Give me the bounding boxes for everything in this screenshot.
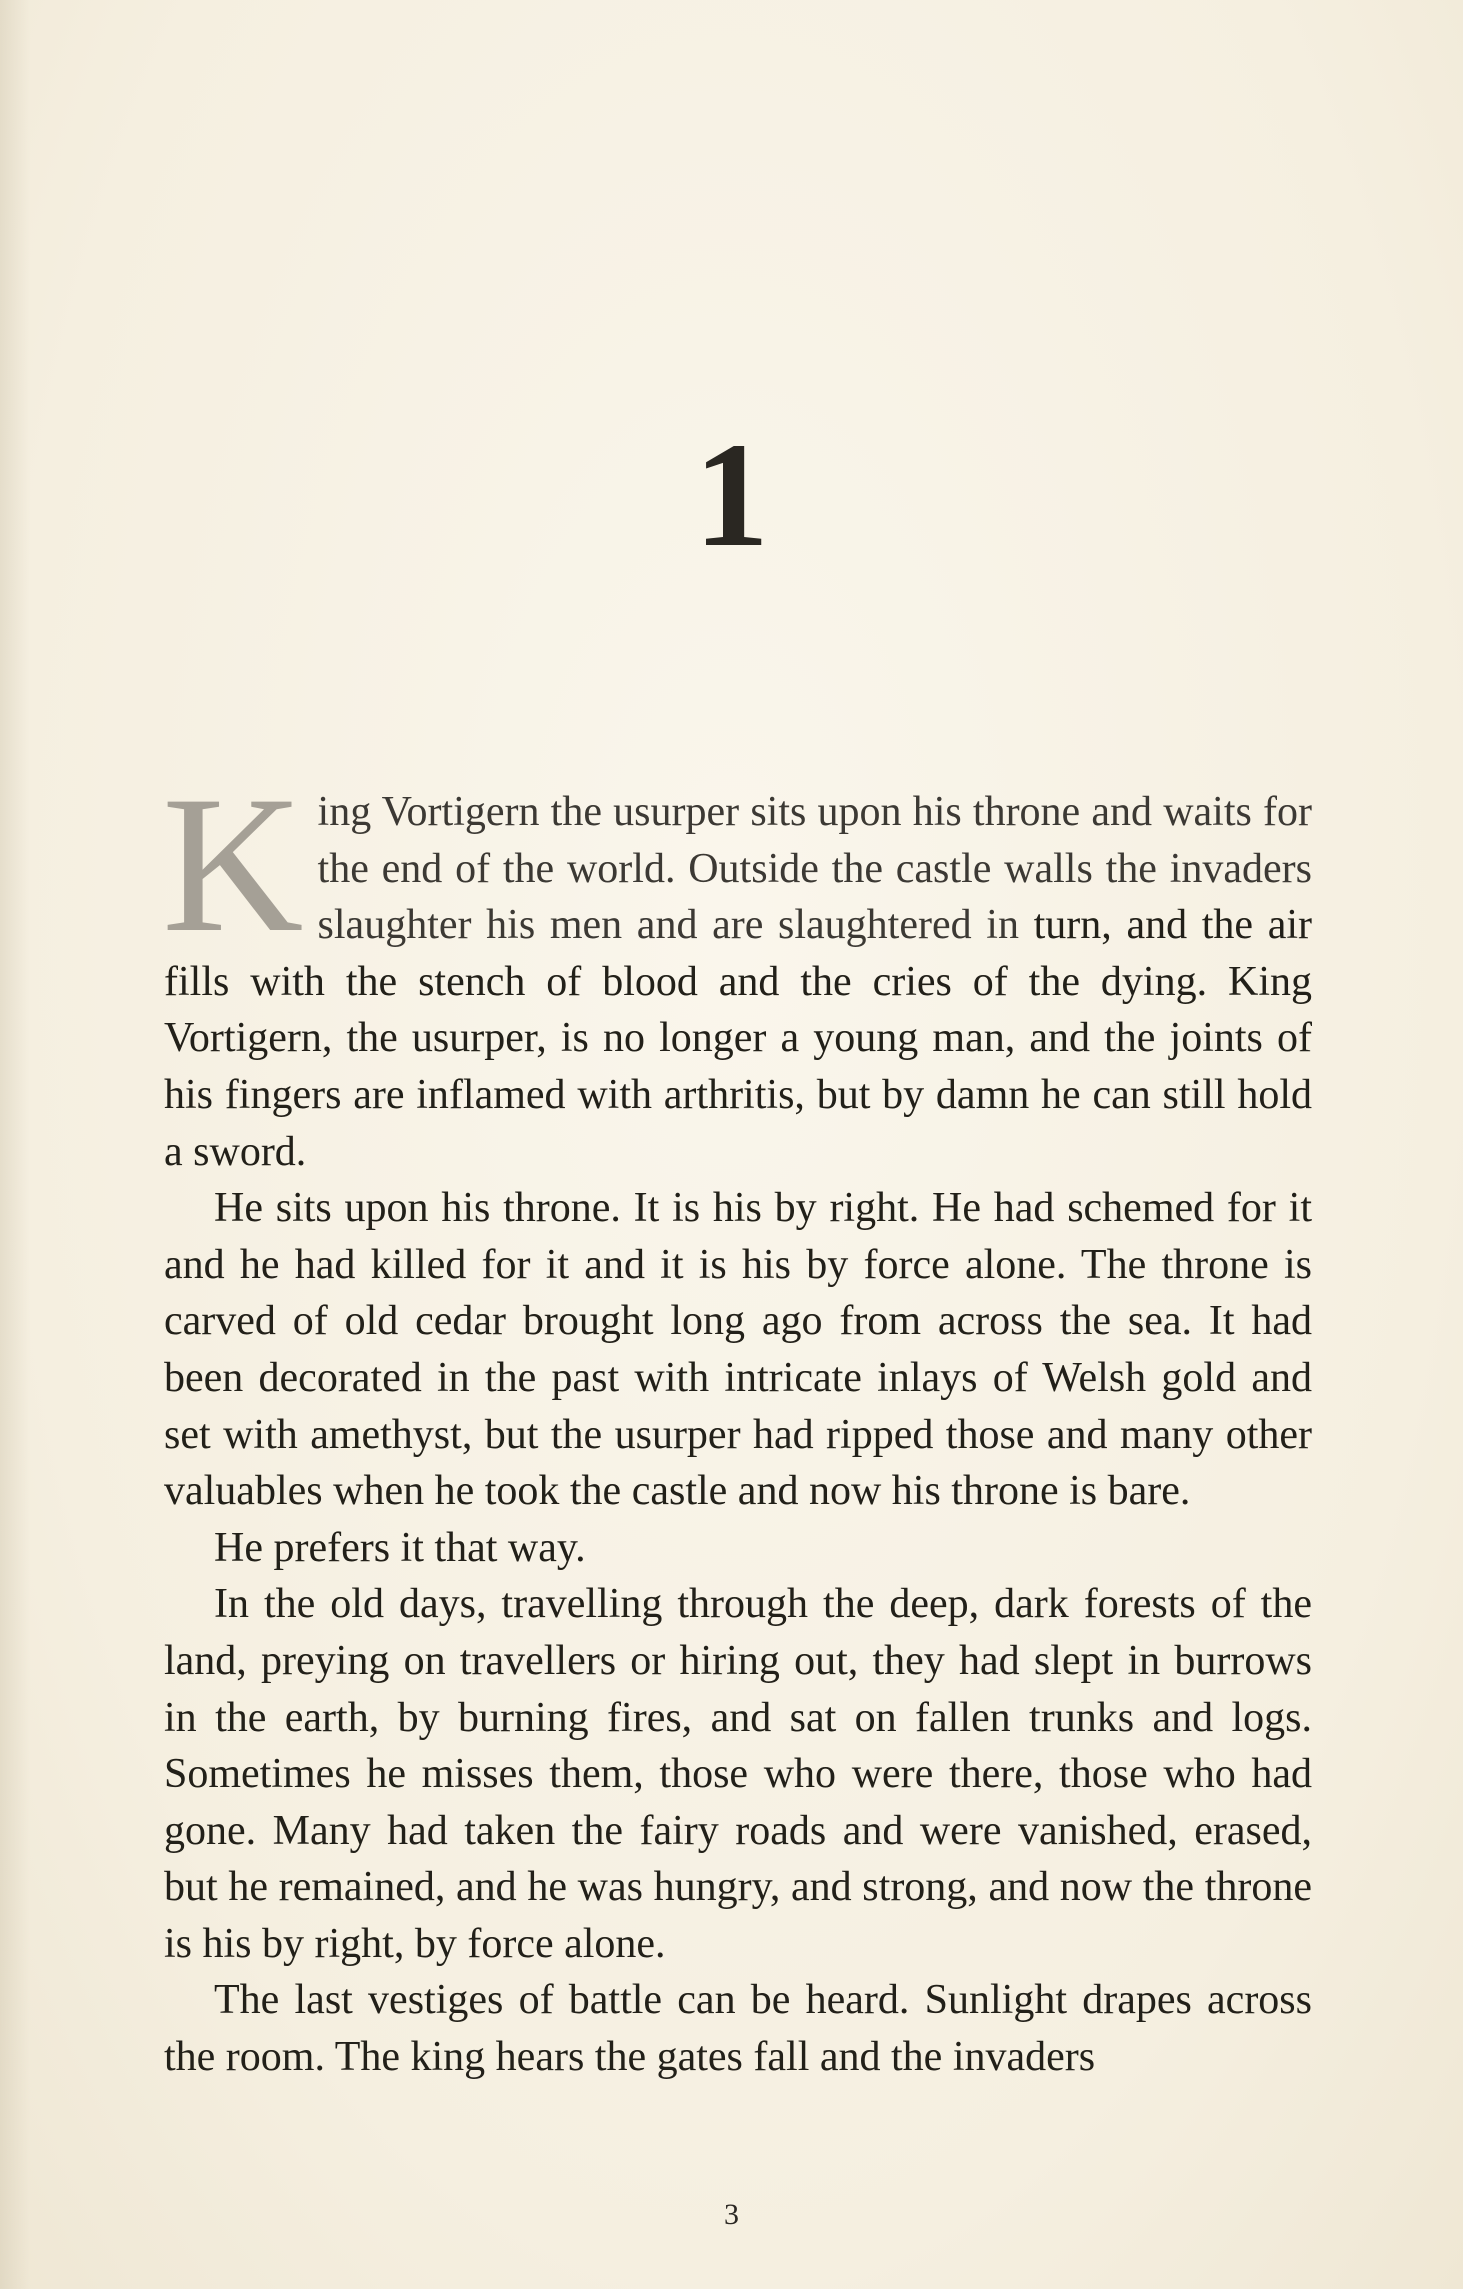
paragraph-1-lead: ing Vortigern the usurper sits upon his throne and waits for the end of the world. Outside the castle walls the invaders slaughter his men and are slaughtered in	[317, 789, 1312, 949]
page-fold-shadow	[0, 0, 30, 2289]
paragraph-4: In the old days, travelling through the deep, dark forests of the land, preying on travellers or hiring out, they had slept in burrows in the earth, by burning fires, and sat on fallen trunks and logs. Sometimes he misses them, those who were there, those who had gone. Many had taken the fairy roads and were vanished, erased, but he remained, and he was hungry, and strong, and now the throne is his by right, by force alone.	[164, 1581, 1312, 1967]
paragraph-1-text: turn, and the air fills with the stench of blood and the cries of the dying. King Vortigern, the usurper, is no longer a young man, and the joints of his fingers are inflamed with arthritis, but by damn he can still hold a sword.	[164, 902, 1313, 1175]
paragraph-5: The last vestiges of battle can be heard. Sunlight drapes across the room. The king hears the gates fall and the invaders	[164, 1977, 1312, 2081]
chapter-number: 1	[694, 412, 769, 578]
page-number: 3	[724, 2198, 739, 2231]
paragraph-3: He prefers it that way.	[214, 1524, 586, 1571]
chapter-text	[162, 756, 1313, 2086]
paragraph-1	[162, 756, 1313, 1180]
drop-cap: K	[162, 756, 304, 973]
paragraph-2: He sits upon his throne. It is his by right. He had schemed for it and he had killed for it and it is his by force alone. The throne is carved of old cedar brought long ago from across the sea. It had been decorated in the past with intricate inlays of Welsh gold and set with amethyst, but the usurper had ripped those and many other valuables when he took the castle and now his throne is bare.	[164, 1185, 1312, 1515]
